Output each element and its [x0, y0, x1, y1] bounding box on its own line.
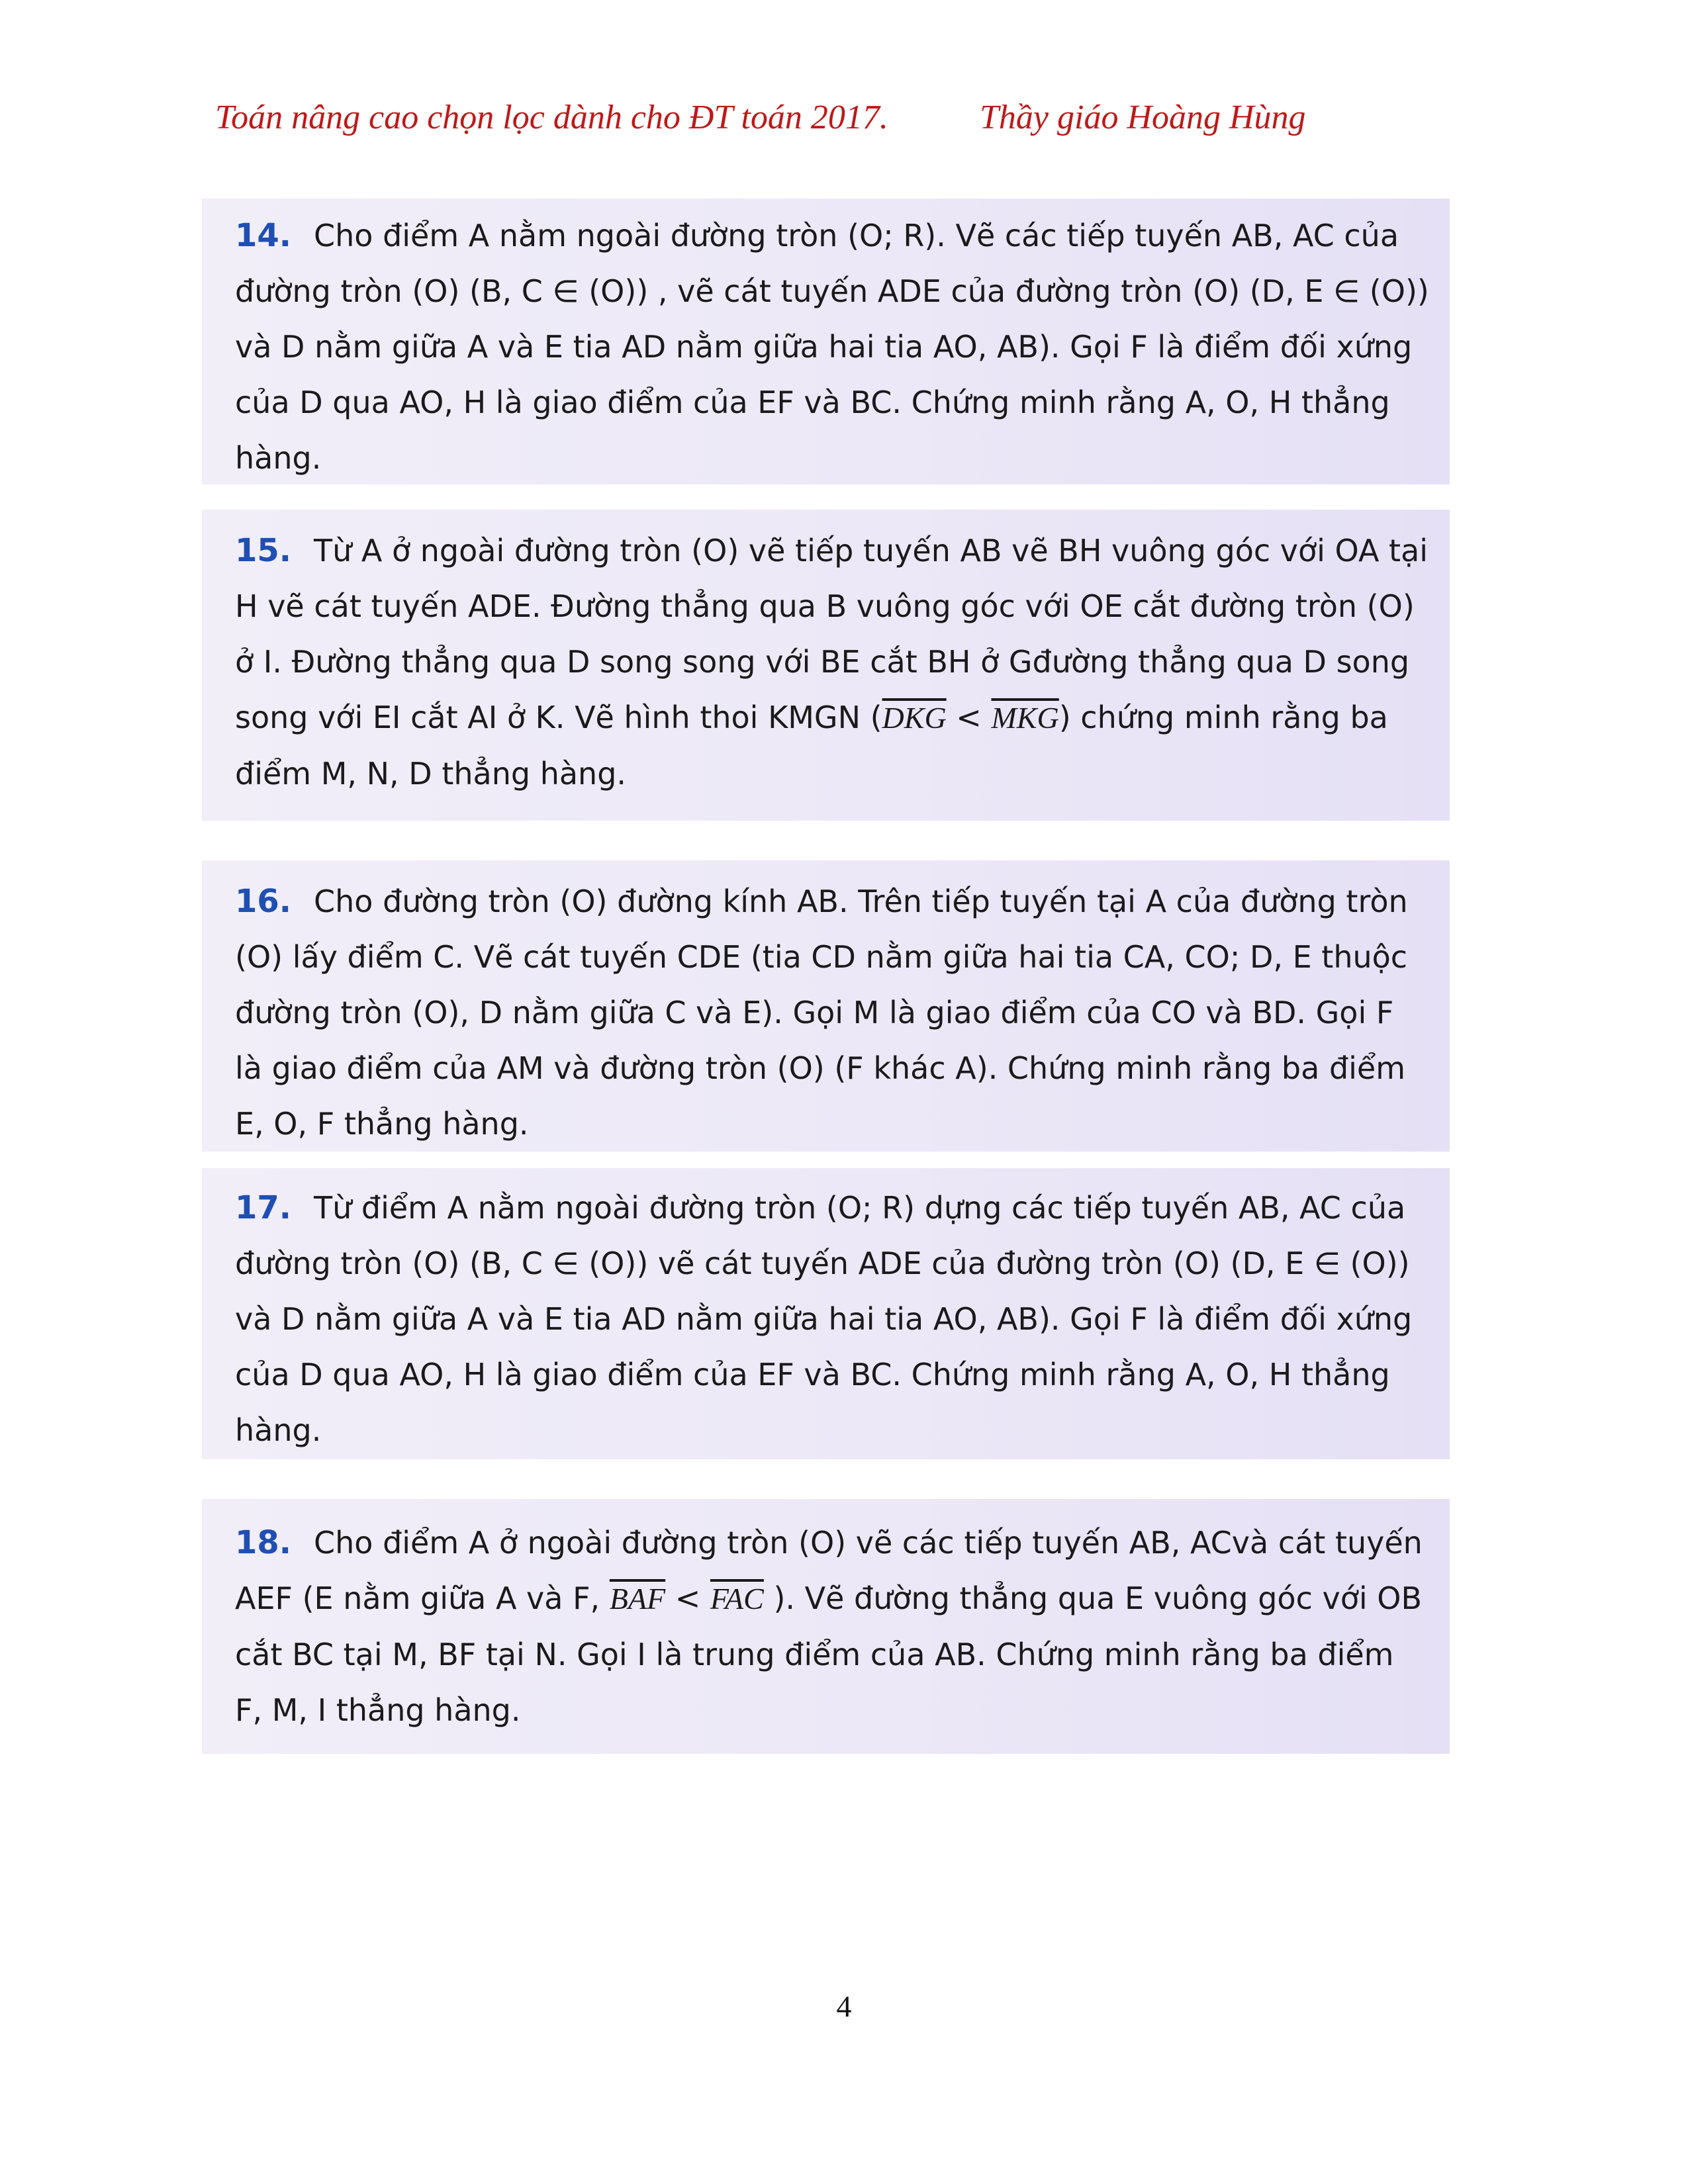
- page-number: 4: [836, 1989, 852, 2023]
- problem-text: [235, 533, 1428, 792]
- problem-17: [202, 1168, 1450, 1459]
- header-title: Toán nâng cao chọn lọc dành cho ĐT toán 2017.: [215, 99, 888, 136]
- problem-text-part: ) chứng minh rằng ba điểm M, N, D thẳng hàng.: [235, 700, 1388, 792]
- angle-arc-fac: $\overline{FAC}$: [710, 1582, 764, 1615]
- problem-text-part: Cho điểm A ở ngoài đường tròn (O) vẽ các tiếp tuyến AB, ACvà cát tuyến AEF (E nằm giữa A và F,: [235, 1525, 1423, 1616]
- problem-14: [202, 199, 1450, 484]
- problem-number: 14.: [235, 217, 292, 254]
- angle-arc-mkg: $\overline{MKG}$: [991, 701, 1059, 735]
- angle-arc-dkg: $\overline{DKG}$: [882, 701, 947, 735]
- header-author: Thầy giáo Hoàng Hùng: [980, 99, 1306, 136]
- problem-text: Cho đường tròn (O) đường kính AB. Trên tiếp tuyến tại A của đường tròn (O) lấy điểm C. Vẽ cát tuyến CDE (tia CD nằm giữa hai tia CA, CO; D, E thuộc đường tròn (O), D nằm giữa C và E). Gọi M là giao điểm của CO và BD. Gọi F là giao điểm của AM và đường tròn (O) (F khác A). Chứng minh rằng ba điểm E, O, F thẳng hàng.: [235, 884, 1408, 1142]
- problem-text-part: Từ A ở ngoài đường tròn (O) vẽ tiếp tuyến AB vẽ BH vuông góc với OA tại H vẽ cát tuyến ADE. Đường thẳng qua B vuông góc với OE cắt đường tròn (O) ở I. Đường thẳng qua D song song với BE cắt BH ở Gđường thẳng qua D song song với EI cắt AI ở K. Vẽ hình thoi KMGN (: [235, 533, 1429, 735]
- problem-text: Từ điểm A nằm ngoài đường tròn (O; R) dựng các tiếp tuyến AB, AC của đường tròn (O) (B, C ∈ (O)) vẽ cát tuyến ADE của đường tròn (O) (D, E ∈ (O)) và D nằm giữa A và E tia AD nằm giữa hai tia AO, AB). Gọi F là điểm đối xứng của D qua AO, H là giao điểm của EF và BC. Chứng minh rằng A, O, H thẳng hàng.: [235, 1190, 1413, 1448]
- problem-15: [202, 510, 1450, 821]
- problem-text: [235, 1525, 1423, 1728]
- problem-18: [202, 1499, 1450, 1754]
- problem-text: Cho điểm A nằm ngoài đường tròn (O; R). Vẽ các tiếp tuyến AB, AC của đường tròn (O) (B, C ∈ (O)) , vẽ cát tuyến ADE của đường tròn (O) (D, E ∈ (O)) và D nằm giữa A và E tia AD nằm giữa hai tia AO, AB). Gọi F là điểm đối xứng của D qua AO, H là giao điểm của EF và BC. Chứng minh rằng A, O, H thẳng hàng.: [235, 218, 1429, 476]
- less-than-sign: <: [665, 1580, 710, 1616]
- problem-text-part: ). Vẽ đường thẳng qua E vuông góc với OB cắt BC tại M, BF tại N. Gọi I là trung điểm của AB. Chứng minh rằng ba điểm F, M, I thẳng hàng.: [235, 1580, 1423, 1728]
- page-header: [0, 98, 1688, 151]
- angle-arc-baf: $\overline{BAF}$: [609, 1582, 666, 1615]
- problem-number: 17.: [235, 1189, 292, 1226]
- problem-number: 18.: [235, 1524, 292, 1561]
- problem-16: [202, 860, 1450, 1152]
- problem-number: 16.: [235, 883, 292, 920]
- problem-number: 15.: [235, 532, 292, 569]
- less-than-sign: <: [946, 700, 992, 735]
